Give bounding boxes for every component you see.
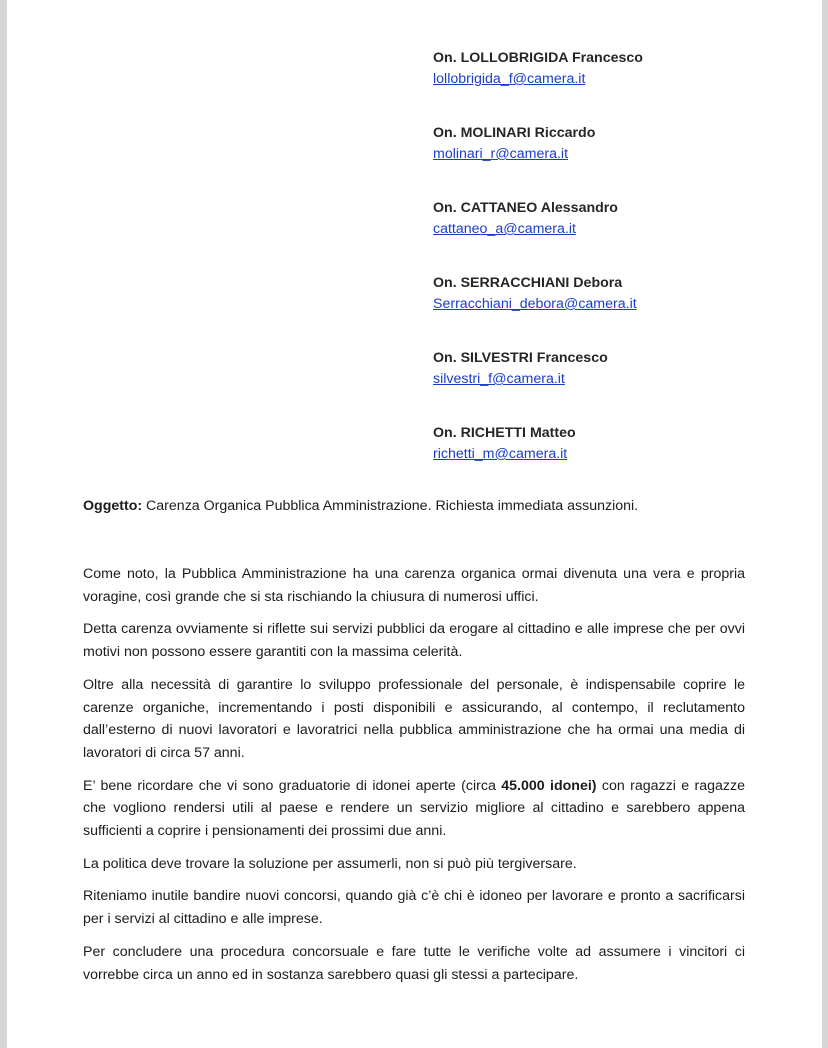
subject-line	[83, 496, 753, 517]
recipient-block	[433, 198, 813, 273]
recipient-block	[433, 123, 813, 198]
recipient-name: On. CATTANEO Alessandro	[433, 200, 618, 216]
letter-body	[83, 563, 745, 996]
recipient-email-link[interactable]: cattaneo_a@camera.it	[433, 221, 576, 237]
paragraph: Come noto, la Pubblica Amministrazione ha una carenza organica ormai divenuta una vera e propria voragine, così grande che si sta rischiando la chiusura di numerosi uffici.	[83, 566, 745, 605]
page-left-edge	[0, 0, 7, 1048]
recipient-email-link[interactable]: richetti_m@camera.it	[433, 446, 568, 462]
subject-label: Oggetto:	[83, 498, 143, 514]
recipient-block	[433, 423, 813, 498]
recipient-name: On. RICHETTI Matteo	[433, 425, 576, 441]
paragraph: Per concludere una procedura concorsuale e fare tutte le verifiche volte ad assumere i vincitori ci vorrebbe circa un anno ed in sostanza sarebbero quasi gli stessi a partecipare.	[83, 943, 745, 983]
paragraph: Riteniamo inutile bandire nuovi concorsi, quando già c’è chi è idoneo per lavorare e pronto a sacrificarsi per i servizi al cittadino e alle imprese.	[83, 888, 745, 928]
paragraph: Detta carenza ovviamente si riflette sui servizi pubblici da erogare al cittadino e alle imprese che per ovvi motivi non possono essere garantiti con la massima celerità.	[83, 621, 745, 661]
recipient-block	[433, 48, 813, 123]
paragraph-text: E’ bene ricordare che vi sono graduatorie di idonei aperte (circa	[83, 777, 502, 794]
recipients-list	[433, 48, 813, 498]
paragraph-text: con ragazzi e ragazze che vogliono rendersi utili al paese e rendere un servizio migliore al cittadino e sarebbero appena sufficienti a coprire i pensionamenti dei prossimi due anni.	[83, 777, 746, 840]
recipient-name: On. LOLLOBRIGIDA Francesco	[433, 50, 643, 66]
page-right-edge	[822, 0, 828, 1048]
recipient-email-link[interactable]: lollobrigida_f@camera.it	[433, 71, 586, 87]
recipient-name: On. SILVESTRI Francesco	[433, 350, 608, 366]
subject-text: Carenza Organica Pubblica Amministrazione. Richiesta immediata assunzioni.	[142, 498, 639, 514]
paragraph	[83, 775, 745, 843]
recipient-email-link[interactable]: silvestri_f@camera.it	[433, 371, 565, 387]
recipient-email-link[interactable]: Serracchiani_debora@camera.it	[433, 296, 637, 312]
paragraph: Oltre alla necessità di garantire lo sviluppo professionale del personale, è indispensabile coprire le carenze organiche, incrementando i posti disponibili e assicurando, al contempo, il reclutamento dall’esterno di nuovi lavoratori e lavoratrici nella pubblica amministrazione che ha ormai una media di lavoratori di circa 57 anni.	[83, 676, 745, 761]
recipient-name: On. SERRACCHIANI Debora	[433, 275, 623, 291]
recipient-block	[433, 348, 813, 423]
paragraph: La politica deve trovare la soluzione per assumerli, non si può più tergiversare.	[83, 855, 577, 872]
recipient-email-link[interactable]: molinari_r@camera.it	[433, 146, 569, 162]
recipient-block	[433, 273, 813, 348]
recipient-name: On. MOLINARI Riccardo	[433, 125, 596, 141]
idonei-count: 45.000 idonei)	[501, 777, 597, 794]
